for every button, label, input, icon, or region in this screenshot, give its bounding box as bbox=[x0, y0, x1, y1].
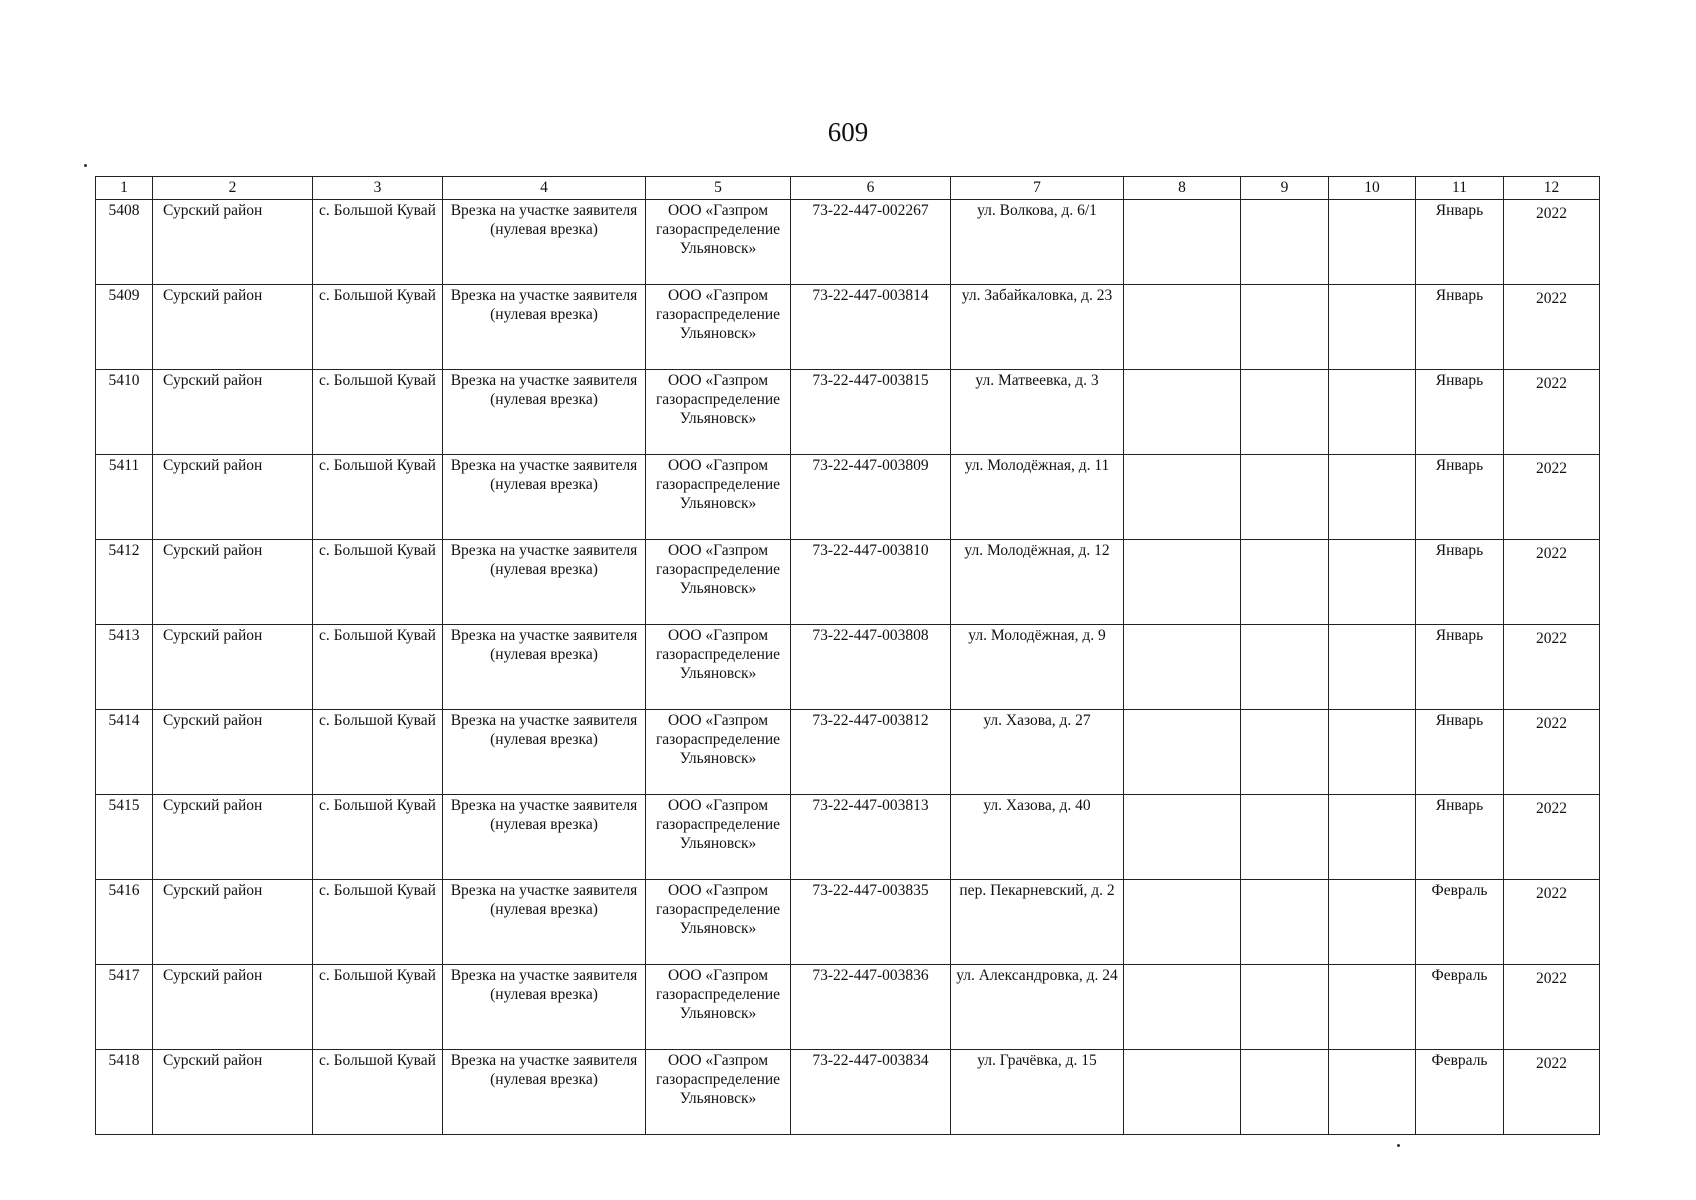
column-8-cell bbox=[1124, 965, 1241, 1050]
year-cell: 2022 bbox=[1504, 455, 1600, 540]
year-cell: 2022 bbox=[1504, 710, 1600, 795]
district-cell: Сурский район bbox=[153, 370, 313, 455]
object-code-cell: 73-22-447-003834 bbox=[791, 1050, 951, 1135]
month-cell: Январь bbox=[1416, 200, 1504, 285]
column-8-cell bbox=[1124, 625, 1241, 710]
district-cell: Сурский район bbox=[153, 625, 313, 710]
column-10-cell bbox=[1329, 795, 1416, 880]
column-9-cell bbox=[1241, 625, 1329, 710]
table-row bbox=[96, 625, 1600, 710]
work-type-cell: Врезка на участке заявителя (нулевая врезка) bbox=[443, 710, 646, 795]
year-cell: 2022 bbox=[1504, 795, 1600, 880]
object-code-cell: 73-22-447-003810 bbox=[791, 540, 951, 625]
work-type-cell: Врезка на участке заявителя (нулевая врезка) bbox=[443, 880, 646, 965]
row-number: 5408 bbox=[96, 200, 153, 285]
work-type-cell: Врезка на участке заявителя (нулевая врезка) bbox=[443, 285, 646, 370]
address-cell: пер. Пекарневский, д. 2 bbox=[951, 880, 1124, 965]
header-row bbox=[96, 177, 1600, 200]
column-8-cell bbox=[1124, 200, 1241, 285]
work-type-cell: Врезка на участке заявителя (нулевая врезка) bbox=[443, 200, 646, 285]
organization-cell: ООО «Газпром газораспределение Ульяновск» bbox=[646, 370, 791, 455]
month-cell: Январь bbox=[1416, 370, 1504, 455]
work-type-cell: Врезка на участке заявителя (нулевая врезка) bbox=[443, 625, 646, 710]
table-row bbox=[96, 965, 1600, 1050]
column-9-cell bbox=[1241, 200, 1329, 285]
locality-cell: с. Большой Кувай bbox=[313, 285, 443, 370]
scan-speck bbox=[1397, 1144, 1400, 1147]
column-header: 11 bbox=[1416, 177, 1504, 200]
month-cell: Январь bbox=[1416, 285, 1504, 370]
column-header: 4 bbox=[443, 177, 646, 200]
table-row bbox=[96, 710, 1600, 795]
organization-cell: ООО «Газпром газораспределение Ульяновск» bbox=[646, 625, 791, 710]
year-cell: 2022 bbox=[1504, 1050, 1600, 1135]
column-10-cell bbox=[1329, 965, 1416, 1050]
table-row bbox=[96, 455, 1600, 540]
row-number: 5413 bbox=[96, 625, 153, 710]
district-cell: Сурский район bbox=[153, 285, 313, 370]
table-row bbox=[96, 200, 1600, 285]
column-header: 12 bbox=[1504, 177, 1600, 200]
organization-cell: ООО «Газпром газораспределение Ульяновск» bbox=[646, 540, 791, 625]
month-cell: Январь bbox=[1416, 540, 1504, 625]
column-9-cell bbox=[1241, 285, 1329, 370]
column-9-cell bbox=[1241, 455, 1329, 540]
locality-cell: с. Большой Кувай bbox=[313, 455, 443, 540]
row-number: 5418 bbox=[96, 1050, 153, 1135]
row-number: 5409 bbox=[96, 285, 153, 370]
address-cell: ул. Молодёжная, д. 12 bbox=[951, 540, 1124, 625]
organization-cell: ООО «Газпром газораспределение Ульяновск» bbox=[646, 200, 791, 285]
address-cell: ул. Забайкаловка, д. 23 bbox=[951, 285, 1124, 370]
table-row bbox=[96, 1050, 1600, 1135]
object-code-cell: 73-22-447-003815 bbox=[791, 370, 951, 455]
year-cell: 2022 bbox=[1504, 200, 1600, 285]
object-code-cell: 73-22-447-003813 bbox=[791, 795, 951, 880]
address-cell: ул. Александровка, д. 24 bbox=[951, 965, 1124, 1050]
locality-cell: с. Большой Кувай bbox=[313, 200, 443, 285]
gas-connection-table bbox=[95, 176, 1600, 1135]
table-row bbox=[96, 370, 1600, 455]
district-cell: Сурский район bbox=[153, 710, 313, 795]
column-9-cell bbox=[1241, 795, 1329, 880]
column-10-cell bbox=[1329, 540, 1416, 625]
row-number: 5415 bbox=[96, 795, 153, 880]
month-cell: Январь bbox=[1416, 455, 1504, 540]
work-type-cell: Врезка на участке заявителя (нулевая врезка) bbox=[443, 540, 646, 625]
scan-speck bbox=[84, 164, 87, 167]
table-row bbox=[96, 540, 1600, 625]
column-8-cell bbox=[1124, 710, 1241, 795]
column-header: 3 bbox=[313, 177, 443, 200]
column-header: 8 bbox=[1124, 177, 1241, 200]
district-cell: Сурский район bbox=[153, 1050, 313, 1135]
work-type-cell: Врезка на участке заявителя (нулевая врезка) bbox=[443, 795, 646, 880]
organization-cell: ООО «Газпром газораспределение Ульяновск» bbox=[646, 285, 791, 370]
district-cell: Сурский район bbox=[153, 880, 313, 965]
column-10-cell bbox=[1329, 200, 1416, 285]
month-cell: Февраль bbox=[1416, 880, 1504, 965]
organization-cell: ООО «Газпром газораспределение Ульяновск» bbox=[646, 710, 791, 795]
object-code-cell: 73-22-447-003808 bbox=[791, 625, 951, 710]
row-number: 5410 bbox=[96, 370, 153, 455]
locality-cell: с. Большой Кувай bbox=[313, 710, 443, 795]
column-header: 5 bbox=[646, 177, 791, 200]
column-header: 10 bbox=[1329, 177, 1416, 200]
work-type-cell: Врезка на участке заявителя (нулевая врезка) bbox=[443, 965, 646, 1050]
object-code-cell: 73-22-447-003809 bbox=[791, 455, 951, 540]
object-code-cell: 73-22-447-002267 bbox=[791, 200, 951, 285]
row-number: 5412 bbox=[96, 540, 153, 625]
table-row bbox=[96, 795, 1600, 880]
column-9-cell bbox=[1241, 540, 1329, 625]
column-8-cell bbox=[1124, 795, 1241, 880]
column-10-cell bbox=[1329, 285, 1416, 370]
page-number: 609 bbox=[827, 117, 869, 147]
row-number: 5411 bbox=[96, 455, 153, 540]
district-cell: Сурский район bbox=[153, 455, 313, 540]
month-cell: Февраль bbox=[1416, 1050, 1504, 1135]
organization-cell: ООО «Газпром газораспределение Ульяновск» bbox=[646, 455, 791, 540]
address-cell: ул. Молодёжная, д. 9 bbox=[951, 625, 1124, 710]
column-10-cell bbox=[1329, 625, 1416, 710]
object-code-cell: 73-22-447-003812 bbox=[791, 710, 951, 795]
locality-cell: с. Большой Кувай bbox=[313, 880, 443, 965]
column-8-cell bbox=[1124, 455, 1241, 540]
month-cell: Февраль bbox=[1416, 965, 1504, 1050]
work-type-cell: Врезка на участке заявителя (нулевая врезка) bbox=[443, 455, 646, 540]
object-code-cell: 73-22-447-003814 bbox=[791, 285, 951, 370]
column-10-cell bbox=[1329, 710, 1416, 795]
work-type-cell: Врезка на участке заявителя (нулевая врезка) bbox=[443, 370, 646, 455]
month-cell: Январь bbox=[1416, 710, 1504, 795]
district-cell: Сурский район bbox=[153, 795, 313, 880]
locality-cell: с. Большой Кувай bbox=[313, 370, 443, 455]
locality-cell: с. Большой Кувай bbox=[313, 965, 443, 1050]
month-cell: Январь bbox=[1416, 795, 1504, 880]
work-type-cell: Врезка на участке заявителя (нулевая врезка) bbox=[443, 1050, 646, 1135]
column-10-cell bbox=[1329, 880, 1416, 965]
month-cell: Январь bbox=[1416, 625, 1504, 710]
organization-cell: ООО «Газпром газораспределение Ульяновск» bbox=[646, 880, 791, 965]
table-row bbox=[96, 880, 1600, 965]
object-code-cell: 73-22-447-003835 bbox=[791, 880, 951, 965]
district-cell: Сурский район bbox=[153, 965, 313, 1050]
column-8-cell bbox=[1124, 880, 1241, 965]
column-9-cell bbox=[1241, 965, 1329, 1050]
column-10-cell bbox=[1329, 370, 1416, 455]
row-number: 5417 bbox=[96, 965, 153, 1050]
column-9-cell bbox=[1241, 370, 1329, 455]
column-header: 6 bbox=[791, 177, 951, 200]
column-8-cell bbox=[1124, 285, 1241, 370]
column-9-cell bbox=[1241, 710, 1329, 795]
year-cell: 2022 bbox=[1504, 285, 1600, 370]
column-header: 9 bbox=[1241, 177, 1329, 200]
column-10-cell bbox=[1329, 455, 1416, 540]
row-number: 5416 bbox=[96, 880, 153, 965]
column-header: 2 bbox=[153, 177, 313, 200]
year-cell: 2022 bbox=[1504, 540, 1600, 625]
year-cell: 2022 bbox=[1504, 965, 1600, 1050]
district-cell: Сурский район bbox=[153, 540, 313, 625]
district-cell: Сурский район bbox=[153, 200, 313, 285]
address-cell: ул. Грачёвка, д. 15 bbox=[951, 1050, 1124, 1135]
column-header: 1 bbox=[96, 177, 153, 200]
locality-cell: с. Большой Кувай bbox=[313, 1050, 443, 1135]
column-8-cell bbox=[1124, 1050, 1241, 1135]
column-9-cell bbox=[1241, 1050, 1329, 1135]
organization-cell: ООО «Газпром газораспределение Ульяновск» bbox=[646, 1050, 791, 1135]
organization-cell: ООО «Газпром газораспределение Ульяновск» bbox=[646, 965, 791, 1050]
address-cell: ул. Молодёжная, д. 11 bbox=[951, 455, 1124, 540]
table-row bbox=[96, 285, 1600, 370]
locality-cell: с. Большой Кувай bbox=[313, 625, 443, 710]
column-9-cell bbox=[1241, 880, 1329, 965]
organization-cell: ООО «Газпром газораспределение Ульяновск» bbox=[646, 795, 791, 880]
column-8-cell bbox=[1124, 370, 1241, 455]
year-cell: 2022 bbox=[1504, 625, 1600, 710]
column-header: 7 bbox=[951, 177, 1124, 200]
column-10-cell bbox=[1329, 1050, 1416, 1135]
column-8-cell bbox=[1124, 540, 1241, 625]
year-cell: 2022 bbox=[1504, 880, 1600, 965]
address-cell: ул. Матвеевка, д. 3 bbox=[951, 370, 1124, 455]
locality-cell: с. Большой Кувай bbox=[313, 540, 443, 625]
row-number: 5414 bbox=[96, 710, 153, 795]
locality-cell: с. Большой Кувай bbox=[313, 795, 443, 880]
year-cell: 2022 bbox=[1504, 370, 1600, 455]
address-cell: ул. Хазова, д. 27 bbox=[951, 710, 1124, 795]
address-cell: ул. Волкова, д. 6/1 bbox=[951, 200, 1124, 285]
object-code-cell: 73-22-447-003836 bbox=[791, 965, 951, 1050]
address-cell: ул. Хазова, д. 40 bbox=[951, 795, 1124, 880]
